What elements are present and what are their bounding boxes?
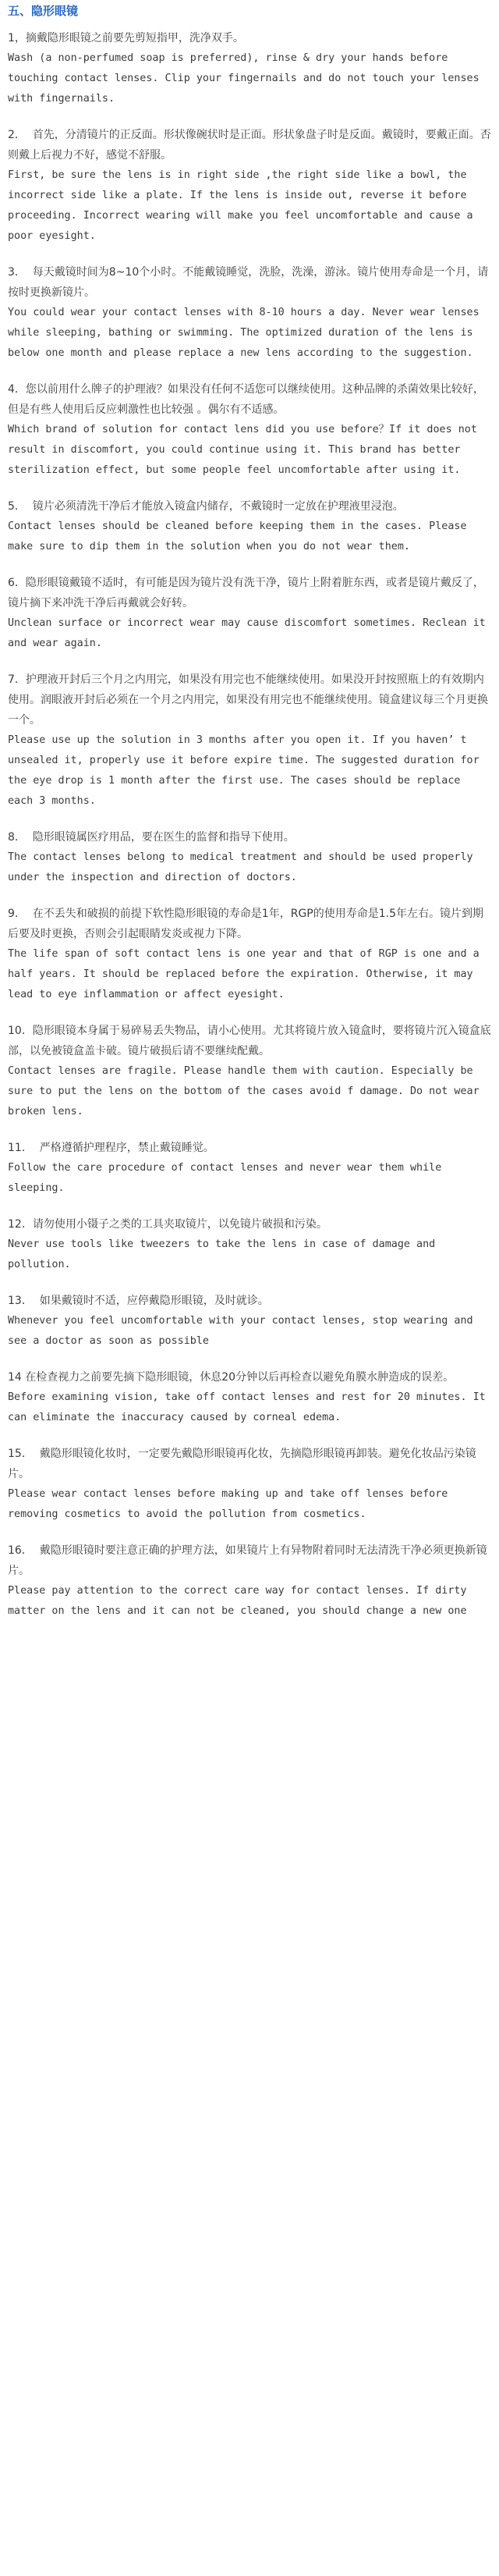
list-item xyxy=(8,1138,491,1199)
instruction-english: The life span of soft contact lens is one year and that of RGP is one and a half years. It should be replaced before the expiration. Otherwise, it may lead to eye inflammation or affect eyesight. xyxy=(8,948,486,1000)
instruction-english: Never use tools like tweezers to take the lens in case of damage and pollution. xyxy=(8,1238,442,1270)
list-item xyxy=(8,1540,491,1622)
list-item xyxy=(8,28,491,109)
list-item xyxy=(8,904,491,1005)
instruction-english: First, be sure the lens is in right side ,the right side like a bowl, the incorrect side like a plate. If the lens is inside out, reverse it before proceeding. Incorrect wearing will make you feel uncomfortable and cause a poor eyesight. xyxy=(8,169,480,242)
instruction-chinese: 3． 每天戴镜时间为8~10个小时。不能戴镜睡觉，洗脸，洗澡，游泳。镜片使用寿命是一个月，请按时更换新镜片。 xyxy=(8,266,489,299)
instruction-chinese: 10．隐形眼镜本身属于易碎易丢失物品，请小心使用。尤其将镜片放入镜盒时，要将镜片沉入镜盒底部，以免被镜盒盖卡破。镜片破损后请不要继续配戴。 xyxy=(8,1025,491,1057)
instruction-chinese: 9． 在不丢失和破损的前提下软性隐形眼镜的寿命是1年，RGP的使用寿命是1.5年左右。镜片到期后要及时更换，否则会引起眼睛发炎或视力下降。 xyxy=(8,908,483,940)
instruction-chinese: 4．您以前用什么牌子的护理液？如果没有任何不适您可以继续使用。这种品牌的杀菌效果比较好，但是有些人使用后反应刺激性也比较强 。偶尔有不适感。 xyxy=(8,383,484,416)
list-item xyxy=(8,1367,491,1428)
instruction-english: The contact lenses belong to medical treatment and should be used properly under the inspection and direction of doctors. xyxy=(8,851,480,883)
instruction-english: Wash (a non-perfumed soap is preferred), rinse & dry your hands before touching contact lenses. Clip your fingernails and do not touch your lenses with fingernails. xyxy=(8,52,486,105)
instruction-chinese: 5． 镜片必须清洗干净后才能放入镜盒内储存，不戴镜时一定放在护理液里浸泡。 xyxy=(8,500,404,513)
instruction-english: Please use up the solution in 3 months after you open it. If you haven’ t unsealed it, properly use it before expire time. The suggested duration for the eye drop is 1 month after the first use. The cases should be replace each 3 months. xyxy=(8,734,486,807)
instruction-english: Contact lenses are fragile. Please handle them with caution. Especially be sure to put the lens on the bottom of the cases avoid f damage. Do not wear broken lens. xyxy=(8,1065,486,1117)
instruction-chinese: 14 在检查视力之前要先摘下隐形眼镜，休息20分钟以后再检查以避免角膜水肿造成的误差。 xyxy=(8,1371,455,1384)
instruction-chinese: 7．护理液开封后三个月之内用完，如果没有用完也不能继续使用。如果没开封按照瓶上的有效期内使用。润眼液开封后必须在一个月之内用完，如果没有用完也不能继续使用。镜盒建议每三个月更换一个。 xyxy=(8,673,488,727)
instruction-chinese: 15． 戴隐形眼镜化妆时，一定要先戴隐形眼镜再化妆，先摘隐形眼镜再卸装。避免化妆品污染镜片。 xyxy=(8,1448,476,1480)
list-item xyxy=(8,1291,491,1352)
list-item xyxy=(8,1021,491,1122)
instruction-english: Which brand of solution for contact lens did you use before？If it does not result in discomfort, you could continue using it. This brand has better sterilization effect, but some people feel uncomfortable after using it. xyxy=(8,424,483,476)
instruction-english: Before examining vision, take off contact lenses and rest for 20 minutes. It can eliminate the inaccuracy caused by corneal edema. xyxy=(8,1391,492,1423)
instruction-english: You could wear your contact lenses with 8-10 hours a day. Never wear lenses while sleeping, bathing or swimming. The optimized duration of the lens is below one month and please replace a new lens according to the suggestion. xyxy=(8,307,486,359)
list-item xyxy=(8,827,491,888)
instruction-english: Please pay attention to the correct care way for contact lenses. If dirty matter on the lens and it can not be cleaned, you should change a new one xyxy=(8,1585,473,1617)
list-item xyxy=(8,573,491,654)
instruction-english: Follow the care procedure of contact lenses and never wear them while sleeping. xyxy=(8,1162,448,1194)
list-item xyxy=(8,496,491,557)
instruction-chinese: 6．隐形眼镜戴镜不适时，有可能是因为镜片没有洗干净，镜片上附着脏东西，或者是镜片戴反了，镜片摘下来冲洗干净后再戴就会好转。 xyxy=(8,577,484,609)
section-title: 五、隐形眼镜 xyxy=(8,4,79,18)
instruction-english: Contact lenses should be cleaned before keeping them in the cases. Please make sure to dip them in the solution when you do not wear them. xyxy=(8,521,473,553)
list-item xyxy=(8,670,491,812)
list-item xyxy=(8,379,491,481)
document-page xyxy=(0,3,499,1622)
instruction-english: Whenever you feel uncomfortable with your contact lenses, stop wearing and see a doctor as soon as possible xyxy=(8,1315,480,1347)
list-item xyxy=(8,125,491,247)
list-item xyxy=(8,262,491,364)
list-item xyxy=(8,1214,491,1275)
instruction-chinese: 1，摘戴隐形眼镜之前要先剪短指甲，洗净双手。 xyxy=(8,32,244,44)
instruction-chinese: 11． 严格遵循护理程序，禁止戴镜睡觉。 xyxy=(8,1142,214,1154)
instruction-chinese: 12．请勿使用小镊子之类的工具夹取镜片，以免镜片破损和污染。 xyxy=(8,1218,327,1231)
instruction-chinese: 8． 隐形眼镜属医疗用品，要在医生的监督和指导下使用。 xyxy=(8,831,295,844)
instruction-english: Please wear contact lenses before making up and take off lenses before removing cosmetics to avoid the pollution from cosmetics. xyxy=(8,1488,455,1520)
instruction-chinese: 2． 首先，分清镜片的正反面。形状像碗状时是正面。形状象盘子时是反面。戴镜时，要戴正面。否则戴上后视力不好，感觉不舒服。 xyxy=(8,129,491,162)
instruction-english: Unclean surface or incorrect wear may cause discomfort sometimes. Reclean it and wear again. xyxy=(8,617,492,649)
instruction-list xyxy=(8,28,491,1622)
list-item xyxy=(8,1444,491,1525)
instruction-chinese: 16． 戴隐形眼镜时要注意正确的护理方法，如果镜片上有异物附着同时无法清洗干净必须更换新镜片。 xyxy=(8,1544,487,1577)
instruction-chinese: 13． 如果戴镜时不适，应停戴隐形眼镜，及时就诊。 xyxy=(8,1295,269,1307)
